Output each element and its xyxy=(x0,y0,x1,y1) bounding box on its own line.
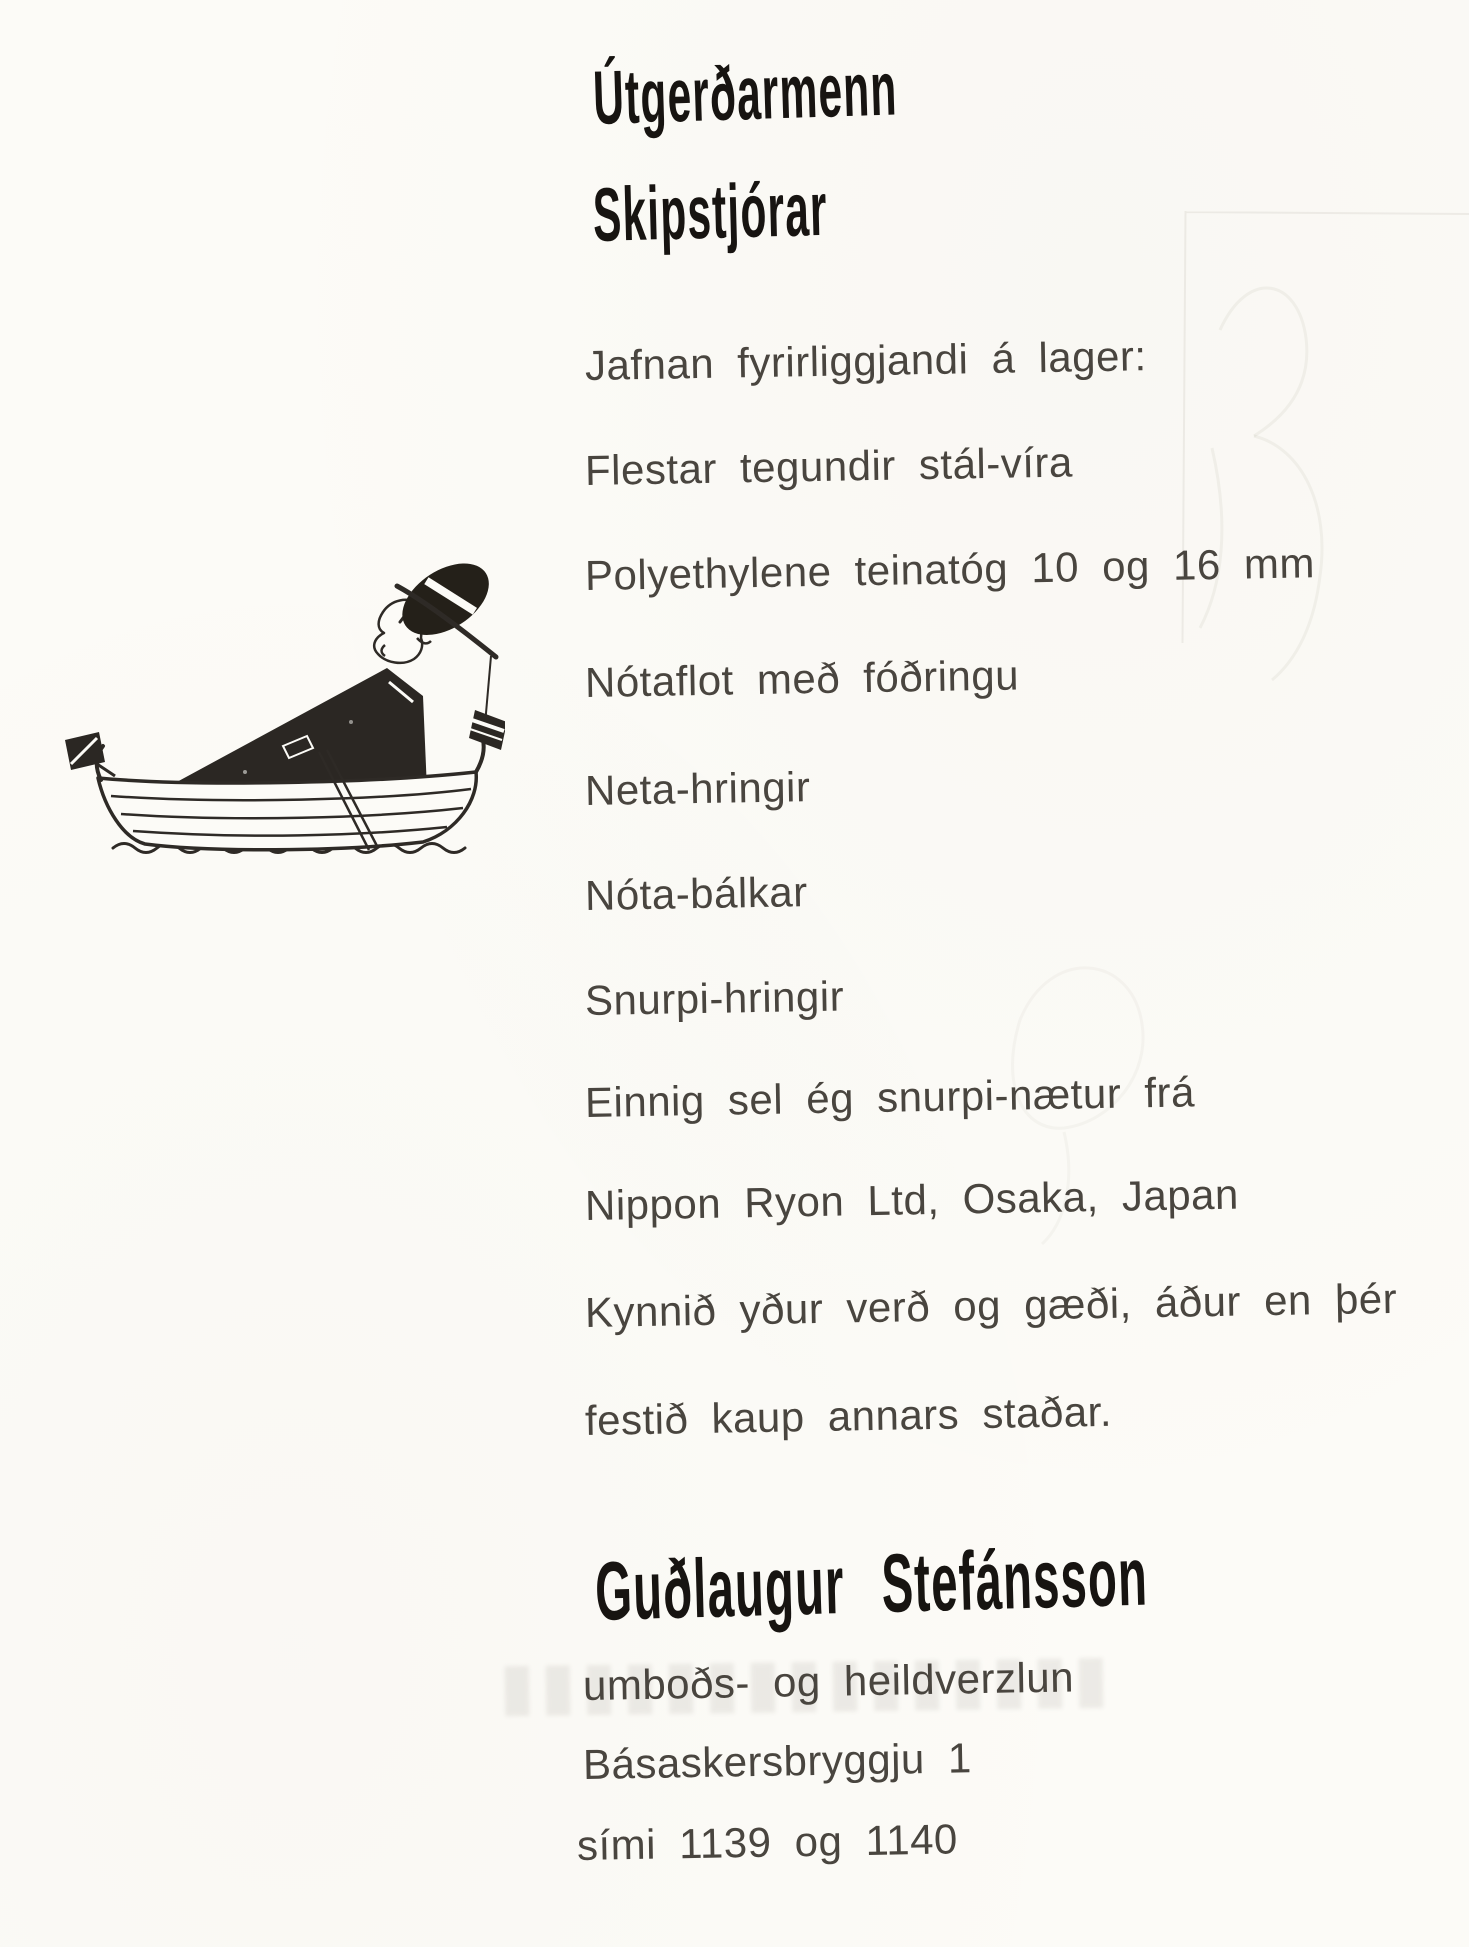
body-line: Nóta-bálkar xyxy=(584,868,808,919)
body-line: festið kaup annars staðar. xyxy=(584,1387,1113,1444)
company-name-text: Guðlaugur Stefánsson xyxy=(593,1529,1150,1638)
body-line: Nippon Ryon Ltd, Osaka, Japan xyxy=(584,1170,1240,1229)
show-through-sketch xyxy=(900,140,1469,1300)
body-line: Jafnan fyrirliggjandi á lager: xyxy=(584,332,1147,389)
boat-hull xyxy=(98,772,476,850)
body-line: Kynnið yður verð og gæði, áður en þér xyxy=(584,1274,1398,1336)
phone-line: sími 1139 og 1140 xyxy=(576,1815,959,1869)
ad-title-line-2-text: Skipstjórar xyxy=(591,166,829,258)
body-line: Snurpi-hringir xyxy=(584,972,845,1024)
body-line: Neta-hringir xyxy=(584,763,811,814)
address-line: Básaskersbryggju 1 xyxy=(582,1734,973,1788)
company-name xyxy=(593,1523,1469,1638)
ad-title-line-1-text: Útgerðarmenn xyxy=(591,46,899,141)
bow-flag-icon xyxy=(469,710,505,750)
ad-title-line-2 xyxy=(591,166,1013,258)
body-line: Einnig sel ég snurpi-nætur frá xyxy=(584,1068,1196,1126)
body-line: Flestar tegundir stál-víra xyxy=(584,438,1074,494)
body-line: Polyethylene teinatóg 10 og 16 mm xyxy=(584,539,1316,599)
business-type-line: umboðs- og heildverzlun xyxy=(582,1653,1075,1709)
man-in-rowboat-illustration xyxy=(55,550,505,870)
ad-title-line-1 xyxy=(591,44,1138,141)
body-line: Nótaflot með fóðringu xyxy=(584,651,1020,706)
